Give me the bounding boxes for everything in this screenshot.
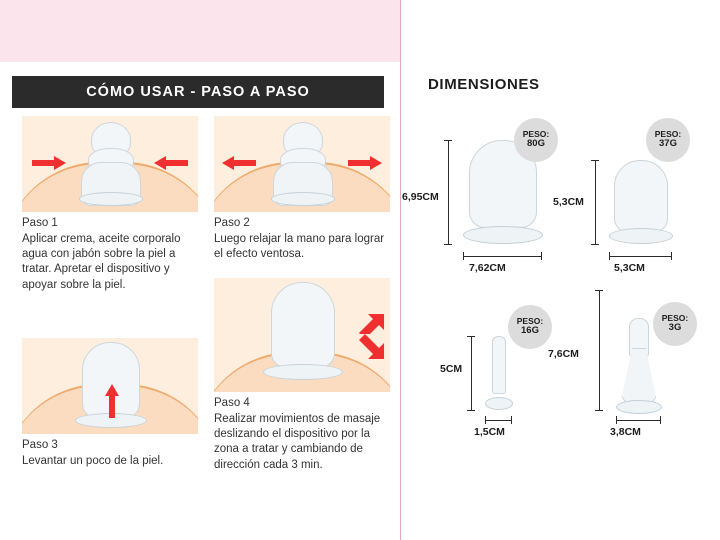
product-3-weight-value: 16G bbox=[521, 325, 539, 337]
product-4-weight-badge bbox=[653, 302, 697, 346]
step-3 bbox=[22, 338, 198, 469]
product-4-width-line bbox=[616, 420, 660, 421]
dimensions-title: DIMENSIONES bbox=[428, 76, 540, 93]
arrow-left-icon bbox=[154, 156, 188, 170]
step-3-label: Paso 3 bbox=[22, 439, 58, 451]
tick bbox=[444, 244, 452, 245]
tick bbox=[511, 416, 512, 424]
product-1-weight-value: 80G bbox=[527, 138, 545, 150]
product-2-weight-label: PESO: bbox=[654, 128, 682, 139]
arrow-right-icon bbox=[32, 156, 66, 170]
product-4-width-label: 3,8CM bbox=[610, 426, 641, 438]
product-1-height-line bbox=[448, 140, 449, 244]
tick bbox=[463, 252, 464, 260]
product-3-weight-label: PESO: bbox=[516, 315, 544, 326]
product-3-illustration bbox=[485, 336, 511, 410]
step-3-image bbox=[22, 338, 198, 434]
product-1-weight-badge bbox=[514, 118, 558, 162]
arrow-left-icon bbox=[222, 156, 256, 170]
tick bbox=[467, 410, 475, 411]
product-2-width-label: 5,3CM bbox=[614, 262, 645, 274]
arrow-right-icon bbox=[348, 156, 382, 170]
product-3-height-line bbox=[471, 336, 472, 410]
step-4 bbox=[214, 278, 390, 473]
product-1-width-label: 7,62CM bbox=[469, 262, 506, 274]
step-1-image bbox=[22, 116, 198, 212]
step-3-text: Levantar un poco de la piel. bbox=[22, 455, 164, 467]
product-3-width-label: 1,5CM bbox=[474, 426, 505, 438]
product-4-illustration bbox=[616, 318, 660, 414]
product-2-illustration bbox=[609, 160, 671, 244]
product-1-width-line bbox=[463, 256, 541, 257]
tick bbox=[485, 416, 486, 424]
product-2-height-line bbox=[595, 160, 596, 244]
arrow-up-icon bbox=[105, 384, 119, 418]
steps-header-title: CÓMO USAR - PASO A PASO bbox=[86, 84, 310, 100]
step-4-image bbox=[214, 278, 390, 392]
step-1-text: Aplicar crema, aceite corporalo agua con jabón sobre la piel a tratar. Apretar el dispositivo y apoyar sobre la piel. bbox=[22, 233, 181, 291]
tick bbox=[541, 252, 542, 260]
steps-header-bar bbox=[12, 76, 384, 108]
product-4-height-line bbox=[599, 290, 600, 410]
tick bbox=[591, 160, 599, 161]
tick bbox=[591, 244, 599, 245]
step-2-image bbox=[214, 116, 390, 212]
product-3-height-label: 5CM bbox=[440, 363, 463, 375]
product-1-height-label: 6,95CM bbox=[402, 191, 439, 203]
product-2-height-label: 5,3CM bbox=[553, 196, 584, 208]
step-1 bbox=[22, 116, 198, 293]
arrow-down-right-icon bbox=[356, 334, 384, 360]
step-2-text: Luego relajar la mano para lograr el efecto ventosa. bbox=[214, 233, 385, 261]
cup-illustration bbox=[79, 122, 141, 206]
step-2-label: Paso 2 bbox=[214, 217, 250, 229]
tick bbox=[595, 290, 603, 291]
cup-illustration bbox=[271, 122, 333, 206]
product-3-weight-badge bbox=[508, 305, 552, 349]
arrow-up-right-icon bbox=[356, 308, 384, 334]
product-2-weight-value: 37G bbox=[659, 138, 677, 150]
tick bbox=[444, 140, 452, 141]
product-2-width-line bbox=[609, 256, 671, 257]
product-2-weight-badge bbox=[646, 118, 690, 162]
step-4-label: Paso 4 bbox=[214, 397, 250, 409]
tick bbox=[616, 416, 617, 424]
product-1-weight-label: PESO: bbox=[522, 128, 550, 139]
step-1-label: Paso 1 bbox=[22, 217, 58, 229]
cup-illustration bbox=[263, 282, 341, 380]
tick bbox=[660, 416, 661, 424]
product-4-height-label: 7,6CM bbox=[548, 348, 579, 360]
dimensions-panel bbox=[401, 0, 720, 540]
tick bbox=[609, 252, 610, 260]
tick bbox=[671, 252, 672, 260]
step-4-text: Realizar movimientos de masaje deslizando el dispositivo por la zona a tratar y cambiando de dirección cada 3 min. bbox=[214, 413, 381, 471]
tick bbox=[595, 410, 603, 411]
product-4-weight-value: 3G bbox=[668, 322, 682, 334]
product-4-weight-label: PESO: bbox=[661, 312, 689, 323]
step-2 bbox=[214, 116, 390, 262]
tick bbox=[467, 336, 475, 337]
product-3-width-line bbox=[485, 420, 511, 421]
